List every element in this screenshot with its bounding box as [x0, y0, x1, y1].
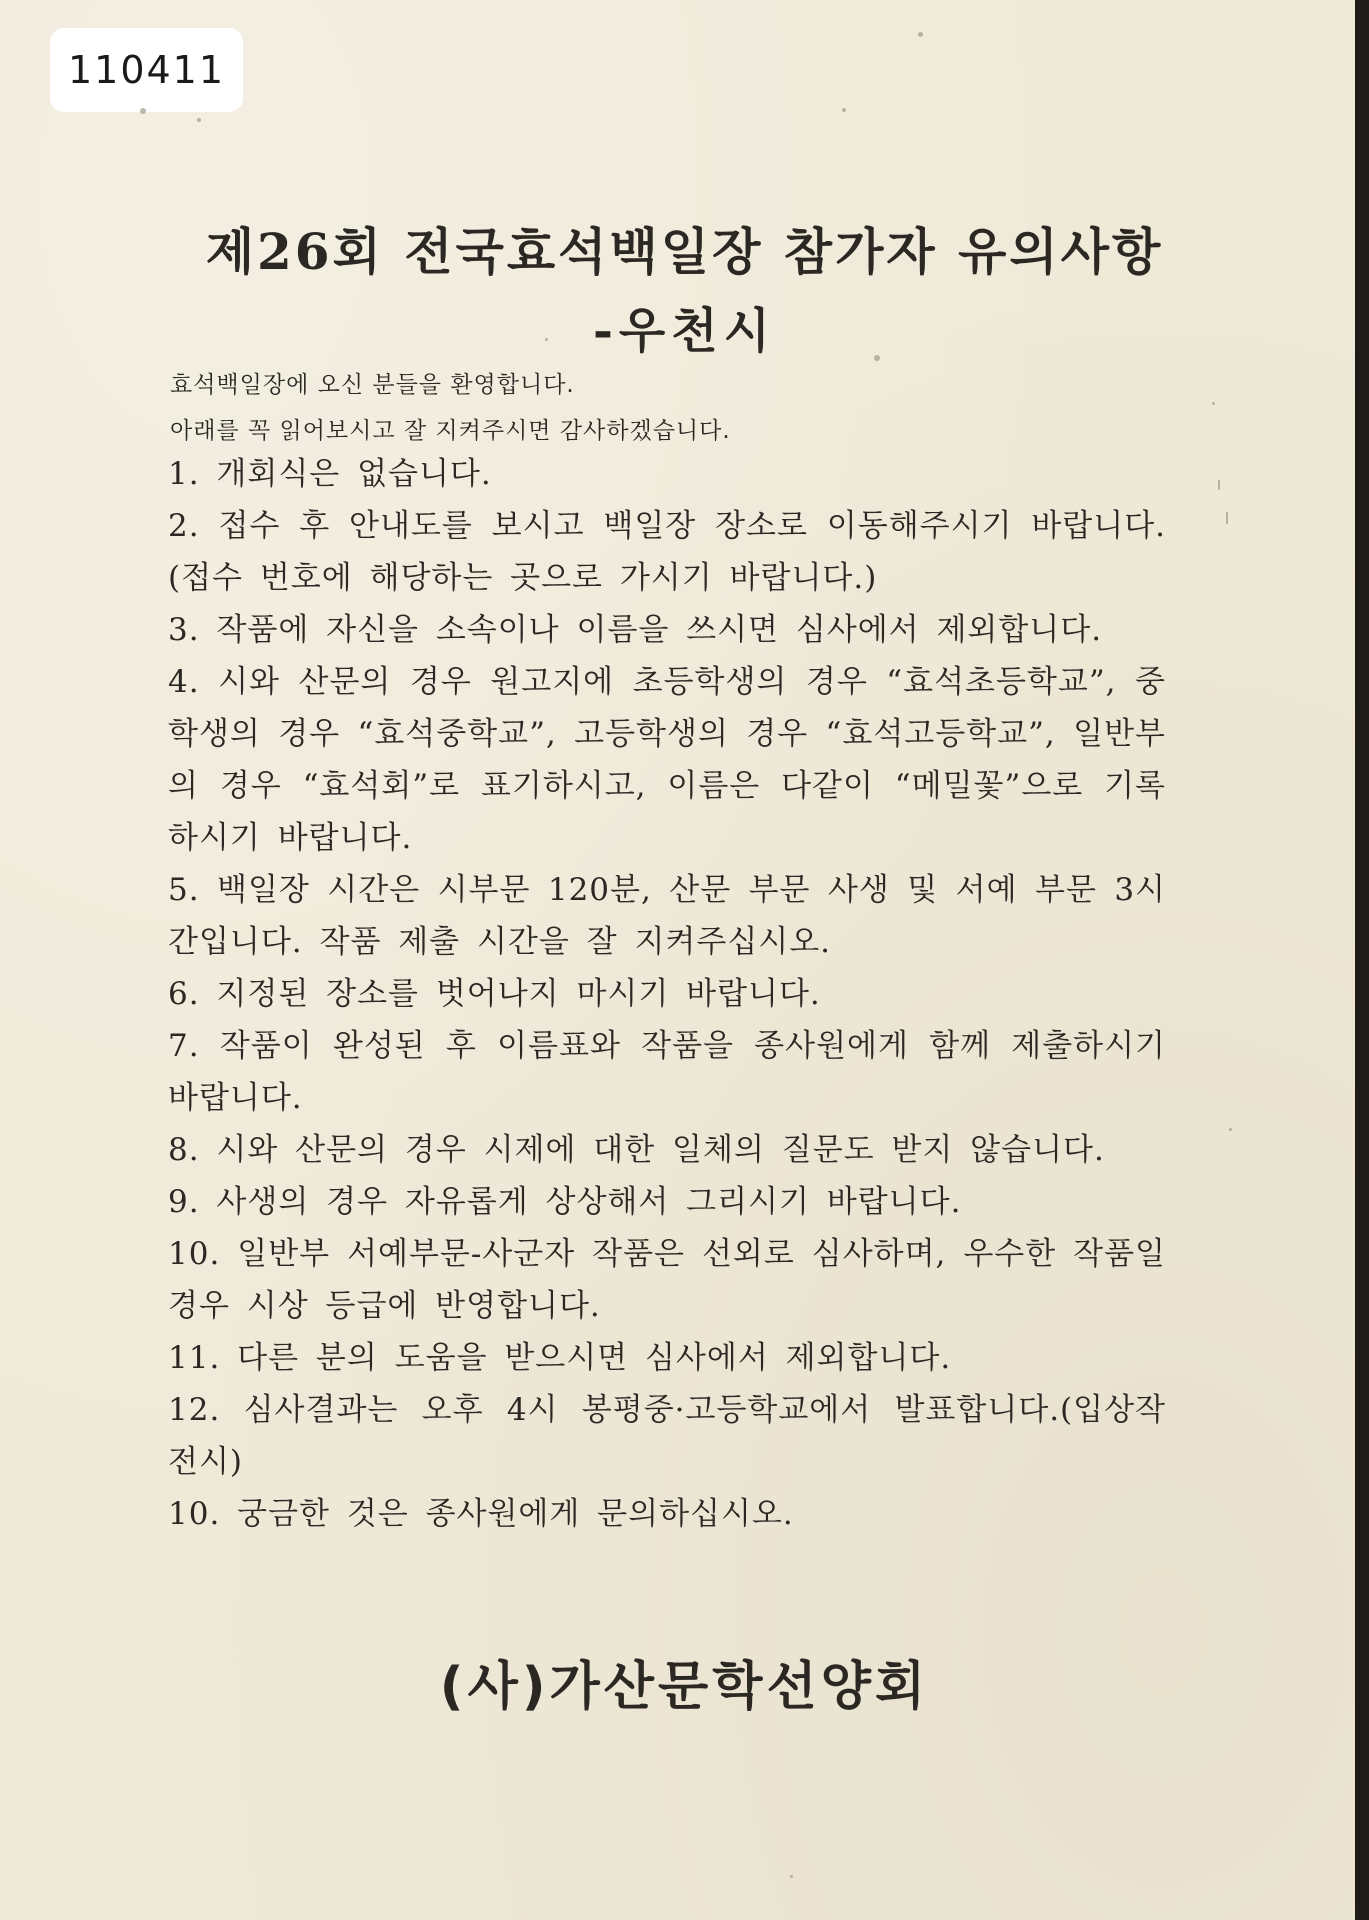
rule-item: 4. 시와 산문의 경우 원고지에 초등학생의 경우 “효석초등학교”, 중학생의 경우 “효석중학교”, 고등학생의 경우 “효석고등학교”, 일반부의 경우 “효석회”로 표기하시고, 이름은 다같이 “메밀꽃”으로 기록하시기 바랍니다.: [168, 664, 1166, 856]
document-subtitle: -우천시: [592, 303, 777, 359]
organization-signature: (사)가산문학선양회: [439, 1657, 930, 1717]
paper-speck: [1212, 402, 1215, 405]
paper-speck: [790, 1875, 793, 1878]
rule-item: 12. 심사결과는 오후 4시 봉평중·고등학교에서 발표합니다.(입상작 전시): [168, 1392, 1166, 1480]
rule-item: 7. 작품이 완성된 후 이름표와 작품을 종사원에게 함께 제출하시기 바랍니다.: [168, 1028, 1166, 1116]
paper-speck: [197, 118, 201, 122]
rules-list: [168, 448, 1166, 1540]
paper-speck: [1229, 1128, 1232, 1131]
paper-speck: [545, 338, 548, 341]
rule-item: 2. 접수 후 안내도를 보시고 백일장 장소로 이동해주시기 바랍니다.(접수 번호에 해당하는 곳으로 가시기 바랍니다.): [168, 508, 1166, 596]
intro-line-2: 아래를 꼭 읽어보시고 잘 지켜주시면 감사하겠습니다.: [170, 418, 731, 444]
paper-speck: [140, 108, 146, 114]
paper-speck: [874, 355, 880, 361]
document-title: 제26회 전국효석백일장 참가자 유의사항: [205, 222, 1164, 281]
rule-item: 1. 개회식은 없습니다.: [168, 456, 492, 492]
rule-item: 9. 사생의 경우 자유롭게 상상해서 그리시기 바랍니다.: [168, 1184, 962, 1220]
paper-speck: [1226, 512, 1228, 524]
rule-item: 5. 백일장 시간은 시부문 120분, 산문 부문 사생 및 서예 부문 3시간입니다. 작품 제출 시간을 잘 지켜주십시오.: [168, 872, 1166, 960]
document-number-label: 110411: [50, 28, 243, 112]
paper-speck: [842, 108, 846, 112]
rule-item: 11. 다른 분의 도움을 받으시면 심사에서 제외합니다.: [168, 1340, 952, 1376]
rule-item: 8. 시와 산문의 경우 시제에 대한 일체의 질문도 받지 않습니다.: [168, 1132, 1105, 1168]
scan-edge: [1355, 0, 1369, 1920]
rule-item: 6. 지정된 장소를 벗어나지 마시기 바랍니다.: [168, 976, 821, 1012]
paper-speck: [1218, 480, 1220, 490]
rule-item: 10. 일반부 서예부문-사군자 작품은 선외로 심사하며, 우수한 작품일 경우 시상 등급에 반영합니다.: [168, 1236, 1166, 1324]
intro-line-1: 효석백일장에 오신 분들을 환영합니다.: [170, 372, 575, 398]
rule-item: 3. 작품에 자신을 소속이나 이름을 쓰시면 심사에서 제외합니다.: [168, 612, 1103, 648]
paper-speck: [918, 32, 923, 37]
rule-item: 10. 궁금한 것은 종사원에게 문의하십시오.: [168, 1496, 794, 1532]
